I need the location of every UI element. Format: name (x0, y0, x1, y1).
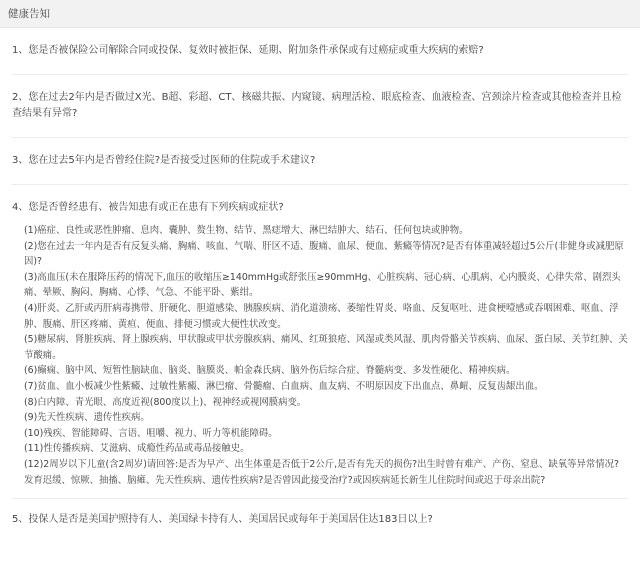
question-2: 2、您在过去2年内是否做过X光、B超、彩超、CT、核磁共振、内窥镜、病理活检、眼底检查、血液检查、宫颈涂片检查或其他检查并且检查结果有异常? (12, 75, 628, 138)
condition-item: (12)2周岁以下儿童(含2周岁)请回答:是否为早产、出生体重是否低于2公斤,是否有先天的损伤?出生时曾有难产、产伤、窒息、缺氧等异常情况?发育迟缓、惊厥、抽搐、脑瘫、先天性疾病、遗传性疾病?是否曾因此接受治疗?或因疾病延长新生儿住院时间或迟于母亲出院? (24, 458, 619, 486)
question-3: 3、您在过去5年内是否曾经住院?是否接受过医师的住院或手术建议? (12, 138, 628, 185)
condition-item: (2)您在过去一年内是否有反复头痛、胸痛、咳血、气喘、肝区不适、腹痛、血尿、便血、紫癜等情况?是否有体重减轻超过5公斤(非健身或减肥原因)? (24, 240, 624, 268)
condition-item: (7)贫血、血小板减少性紫癜、过敏性紫癜、淋巴瘤、骨髓瘤、白血病、血友病、不明原因皮下出血点、鼻衄、反复齿龈出血。 (24, 380, 544, 392)
condition-item: (9)先天性疾病、遗传性疾病。 (24, 412, 150, 424)
health-notice-content (0, 28, 640, 528)
page-title: 健康告知 (8, 8, 50, 20)
condition-item: (1)癌症、良性或恶性肿瘤、息肉、囊肿、赘生物、结节、黑痣增大、淋巴结肿大、结石、任何包块或肿物。 (24, 225, 469, 236)
condition-item: (4)肝炎、乙肝或丙肝病毒携带、肝硬化、胆道感染、胰腺疾病、消化道溃疡、萎缩性胃炎、咯血、反复呕吐、进食梗噎感或吞咽困难、呕血、浮肿、腹痛、肝区疼痛、黄疸、便血、排便习惯或大便性状改变。 (24, 302, 619, 330)
condition-item: (3)高血压(未在服降压药的情况下,血压的收缩压≥140mmHg或舒张压≥90mmHg、心脏疾病、冠心病、心肌病、心内膜炎、心律失常、剧烈头痛、晕厥、胸闷、胸痛、心悸、气急、不能平卧、紫绀。 (24, 271, 621, 299)
condition-item: (5)糖尿病、肾脏疾病、肾上腺疾病、甲状腺或甲状旁腺疾病、痛风、红斑狼疮、风湿或类风湿、肌肉骨骼关节疾病、血尿、蛋白尿、关节红肿、关节酸痛。 (24, 334, 628, 361)
window-header (0, 0, 640, 28)
question-4-item-list (12, 223, 628, 488)
condition-item: (11)性传播疾病、艾滋病、成瘾性药品或毒品接触史。 (24, 443, 250, 455)
condition-item: (10)残疾、智能障碍、言语、咀嚼、视力、听力等机能障碍。 (24, 427, 278, 439)
question-5: 5、投保人是否是美国护照持有人、美国绿卡持有人、美国居民或每年于美国居住达183日以上? (12, 514, 433, 526)
condition-item: (8)白内障、青光眼、高度近视(800度以上)、视神经或视网膜病变。 (24, 396, 307, 408)
question-4-title: 4、您是否曾经患有、被告知患有或正在患有下列疾病或症状? (12, 202, 284, 213)
condition-item: (6)癫痫、脑中风、短暂性脑缺血、脑炎、脑膜炎、帕金森氏病、脑外伤后综合症、脊髓病变、多发性硬化、精神疾病。 (24, 365, 516, 377)
question-4 (12, 185, 628, 499)
question-1: 1、您是否被保险公司解除合同或投保、复效时被拒保、延期、附加条件承保或有过癌症或重大疾病的索赔? (12, 28, 628, 75)
